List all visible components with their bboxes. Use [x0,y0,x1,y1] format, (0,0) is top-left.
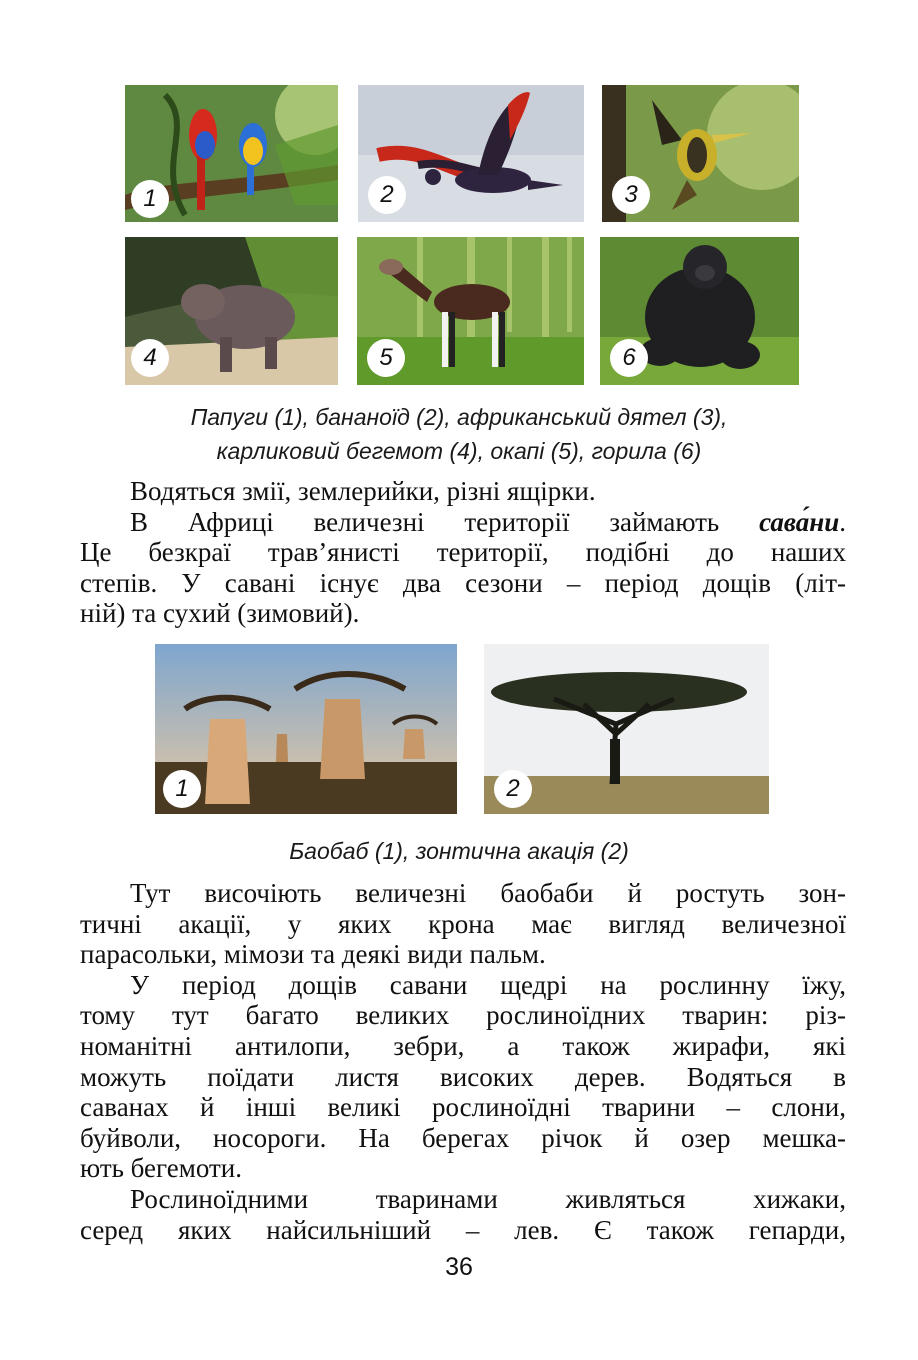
page-number: 36 [445,1253,473,1281]
photo-number-badge: 2 [494,770,532,808]
photo-pygmy-hippo [125,237,338,385]
text-line: буйволи, носороги. На берегах річок й озер мешка- [80,1122,846,1153]
text-line: можуть поїдати листя високих дерев. Водяться в [80,1061,846,1092]
text-line: саванах й інші великі рослиноїдні тварини – слони, [80,1092,846,1123]
text-line: У період дощів савани щедрі на рослинну їжу, [130,969,846,1000]
photo-number-badge: 6 [610,339,648,377]
text-span: В Африці величезні території займають [130,506,760,537]
photo-turaco [358,85,584,222]
photo-number-badge: 3 [612,176,650,214]
text-span: . [839,506,846,537]
text-line: Рослиноїдними тваринами живляться хижаки, [130,1183,846,1214]
caption-line: карликовий бегемот (4), окапі (5), горила (6) [216,438,702,464]
text-line: номанітні антилопи, зебри, а також жирафи, які [80,1030,846,1061]
text-line: степів. У савані існує два сезони – період дощів (літ- [80,567,846,598]
figure2-caption [0,834,918,868]
photo-woodpecker [602,85,799,222]
photo-number-badge: 1 [131,180,169,218]
text-line: ній) та сухий (зимовий). [80,598,360,629]
caption-line: Папуги (1), бананоїд (2), африканський дятел (3), [190,404,728,430]
text-line: тичні акації, у яких крона має вигляд величезної [80,908,846,939]
photo-number-badge: 2 [368,176,406,214]
body-text-block-1 [80,476,846,629]
text-line: Це безкраї трав’янисті території, подібні до наших [80,537,846,568]
paragraph: Водяться змії, землерийки, різні ящірки. [130,476,596,506]
photo-baobab [155,644,457,814]
emphasized-term: сава́ни [759,506,840,537]
photo-parrots [125,85,338,222]
text-line: тому тут багато великих рослиноїдних тварин: різ- [80,1000,846,1031]
photo-number-badge: 5 [367,339,405,377]
text-line: серед яких найсильніший – лев. Є також гепарди, [80,1214,846,1245]
caption-line: Баобаб (1), зонтична акація (2) [289,838,629,864]
photo-okapi [357,237,584,385]
photo-number-badge: 4 [131,339,169,377]
text-line: Тут височіють величезні баобаби й ростуть зон- [130,878,846,908]
text-line: парасольки, мімози та деякі види пальм. [80,939,546,970]
photo-gorilla [600,237,799,385]
body-text-block-2 [80,878,846,1245]
photo-umbrella-acacia [484,644,769,814]
figure1-caption [0,400,918,468]
photo-number-badge: 1 [163,770,201,808]
text-line: ють бегемоти. [80,1153,242,1184]
paragraph [80,507,846,538]
